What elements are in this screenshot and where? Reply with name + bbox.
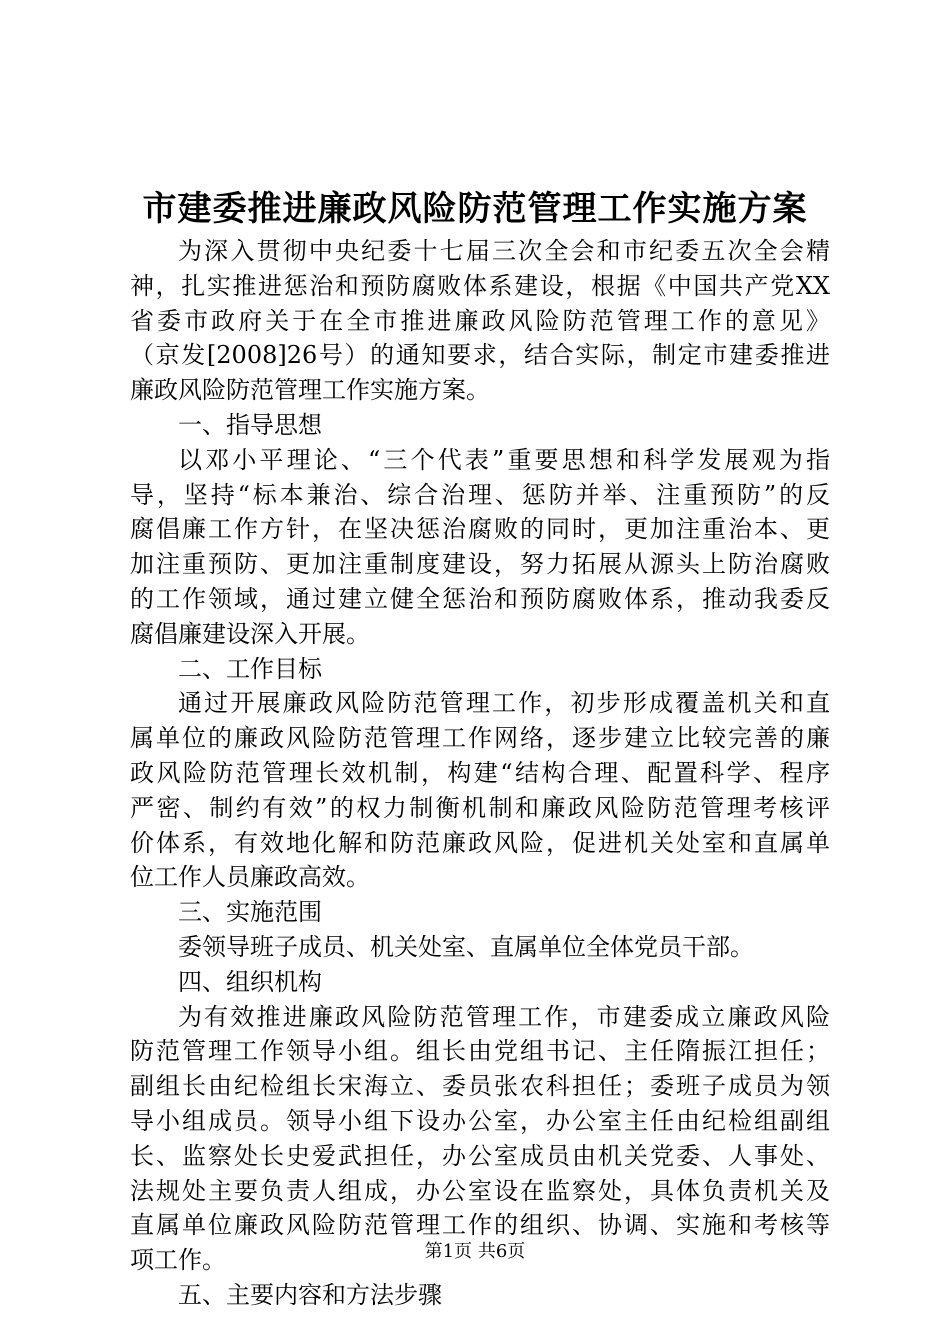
paragraph-line: 以邓小平理论、“三个代表”重要思想和科学发展观为指: [178, 445, 830, 474]
paragraph-line: 严密、制约有效”的权力制衡机制和廉政风险防范管理考核评: [130, 793, 830, 822]
section-line: 二、工作目标: [178, 654, 322, 683]
paragraph-line: 政风险防范管理长效机制，构建“结构合理、配置科学、程序: [130, 758, 830, 787]
paragraph-line: 位工作人员廉政高效。: [130, 863, 370, 892]
section-line: 三、实施范围: [178, 898, 322, 927]
paragraph-line: 副组长由纪检组长宋海立、委员张农科担任；委班子成员为领: [130, 1072, 830, 1101]
document-body: [130, 234, 830, 1313]
paragraph-line: （京发[2008]26号）的通知要求，结合实际，制定市建委推进: [130, 341, 830, 370]
paragraph-line: 属单位的廉政风险防范管理工作网络，逐步建立比较完善的廉: [130, 724, 830, 753]
paragraph-line: 防范管理工作领导小组。组长由党组书记、主任隋振江担任；: [130, 1037, 830, 1066]
paragraph-line: 腐倡廉工作方针，在坚决惩治腐败的同时，更加注重治本、更: [130, 515, 830, 544]
section-line: 委领导班子成员、机关处室、直属单位全体党员干部。: [178, 932, 754, 961]
paragraph-line: 导，坚持“标本兼治、综合治理、惩防并举、注重预防”的反: [130, 480, 830, 509]
paragraph-line: 法规处主要负责人组成，办公室设在监察处，具体负责机关及: [130, 1176, 830, 1205]
section-line: 一、指导思想: [178, 410, 322, 439]
page-footer: 第1页 共6页: [424, 1241, 526, 1262]
paragraph-line: 加注重预防、更加注重制度建设，努力拓展从源头上防治腐败: [130, 550, 830, 579]
paragraph-line: 价体系，有效地化解和防范廉政风险，促进机关处室和直属单: [130, 828, 830, 857]
paragraph-line: 省委市政府关于在全市推进廉政风险防范管理工作的意见》: [130, 306, 830, 335]
paragraph-line: 长、监察处长史爱武担任，办公室成员由机关党委、人事处、: [130, 1141, 830, 1170]
document-title: 市建委推进廉政风险防范管理工作实施方案: [142, 189, 808, 229]
section-line: 五、主要内容和方法步骤: [178, 1280, 442, 1309]
paragraph-line: 廉政风险防范管理工作实施方案。: [130, 376, 490, 405]
paragraph-line: 为有效推进廉政风险防范管理工作，市建委成立廉政风险: [178, 1002, 830, 1031]
paragraph-line: 腐倡廉建设深入开展。: [130, 619, 370, 648]
paragraph-line: 项工作。: [130, 1246, 226, 1275]
section-line: 四、组织机构: [178, 967, 322, 996]
paragraph-line: 为深入贯彻中央纪委十七届三次全会和市纪委五次全会精: [178, 237, 830, 265]
paragraph-line: 神，扎实推进惩治和预防腐败体系建设，根据《中国共产党XX: [130, 271, 830, 300]
paragraph-line: 通过开展廉政风险防范管理工作，初步形成覆盖机关和直: [178, 689, 830, 718]
paragraph-line: 直属单位廉政风险防范管理工作的组织、协调、实施和考核等: [130, 1211, 830, 1240]
paragraph-line: 的工作领域，通过建立健全惩治和预防腐败体系，推动我委反: [130, 584, 830, 613]
paragraph-line: 导小组成员。领导小组下设办公室，办公室主任由纪检组副组: [130, 1106, 830, 1135]
